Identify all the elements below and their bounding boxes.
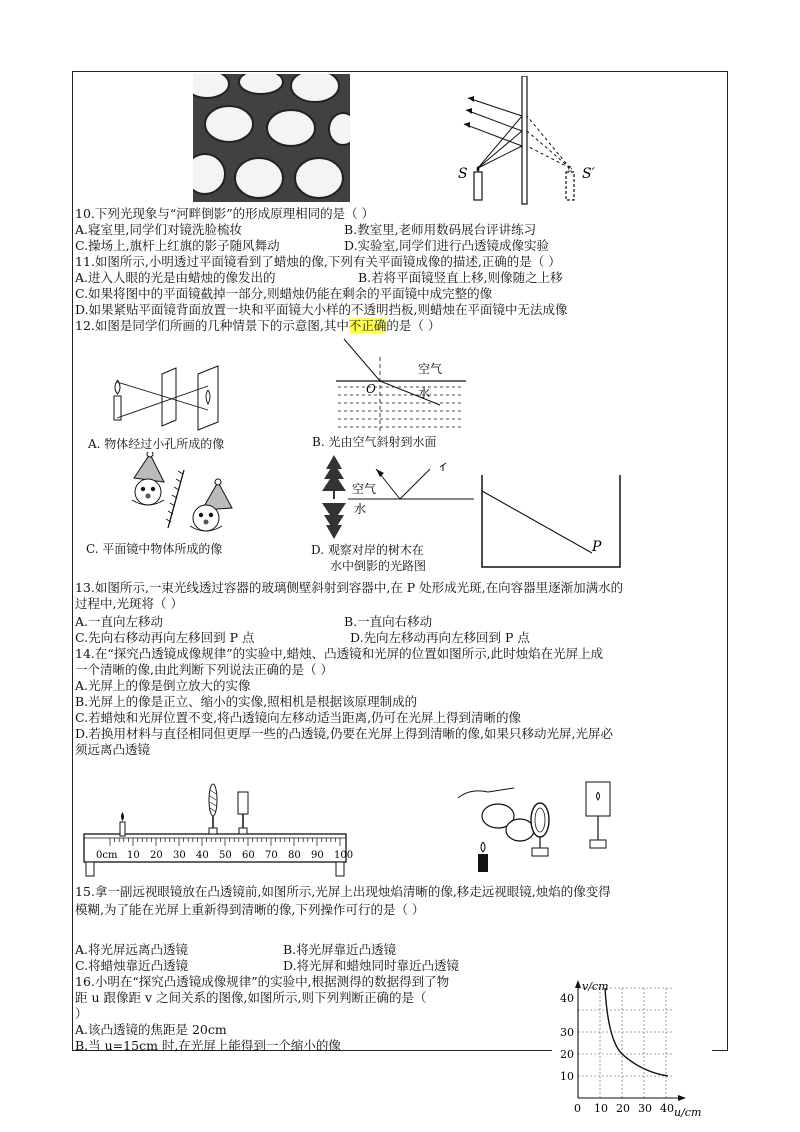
figure-light-spots-photo <box>193 74 350 202</box>
q12-stem-after: 的是（ ） <box>386 318 441 333</box>
q14-stem-line1: 14.在“探究凸透镜成像规律”的实验中,蜡烛、凸透镜和光屏的位置如图所示,此时烛焰在光屏上成 <box>75 646 604 661</box>
graph-ytick-10: 10 <box>560 1070 574 1083</box>
label-p: P <box>592 539 602 555</box>
q13-option-b: B.一直向右移动 <box>344 614 433 629</box>
q10-option-a: A.寝室里,同学们对镜洗脸梳妆 <box>75 222 242 237</box>
q13-option-d: D.先向左移动再向左移回到 P 点 <box>350 630 530 645</box>
q15-stem-line1: 15.拿一副远视眼镜放在凸透镜前,如图所示,光屏上出现烛焰清晰的像,移走远视眼镜,烛焰的像变得 <box>75 884 611 899</box>
ruler-label: 100 <box>334 850 354 861</box>
graph-xtick-40: 40 <box>660 1102 674 1115</box>
q12-caption-d-line2: 水中倒影的光路图 <box>330 559 427 573</box>
q12-stem-before: 12.如图是同学们所画的几种情景下的示意图,其中 <box>75 318 349 333</box>
label-air-d: 空气 <box>352 482 377 496</box>
q12-caption-a: A. 物体经过小孔所成的像 <box>88 437 225 451</box>
q12-stem-highlight: 不正确 <box>348 318 387 333</box>
figure-q12-a-pinhole <box>100 362 240 432</box>
q15-option-d: D.将光屏和蜡烛同时靠近凸透镜 <box>283 958 460 973</box>
q11-option-d: D.如果紧贴平面镜背面放置一块和平面镜大小样的不透明挡板,则蜡烛在平面镜中无法成像 <box>75 302 568 317</box>
figure-q16-uv-graph <box>552 980 712 1122</box>
q14-option-d-cont: 须远离凸透镜 <box>75 742 151 757</box>
q14-option-d: D.若换用材料与直径相同但更厚一些的凸透镜,仍要在光屏上得到清晰的像,如果只移动光屏,光屏必 <box>75 726 613 741</box>
figure-q15-glasses-lens <box>448 778 633 878</box>
ruler-label: 90 <box>311 850 324 861</box>
q10-option-b: B.教室里,老师用数码展台评讲练习 <box>344 222 537 237</box>
label-s: S <box>458 166 468 182</box>
ruler-labels <box>96 850 353 861</box>
graph-ytick-40: 40 <box>560 992 574 1005</box>
label-s-prime: S′ <box>582 166 595 182</box>
q14-stem-line2: 一个清晰的像,由此判断下列说法正确的是（ ） <box>75 662 333 677</box>
ruler-label: 70 <box>265 850 278 861</box>
figure-q12-b-refraction <box>330 335 470 435</box>
q16-stem-line3: ） <box>75 1006 88 1021</box>
q13-option-a: A.一直向左移动 <box>75 614 164 629</box>
q12-stem <box>75 318 440 334</box>
graph-ytick-30: 30 <box>560 1026 574 1039</box>
q12-caption-d-line1: D. 观察对岸的树木在 <box>311 543 424 557</box>
q15-stem-line2: 模糊,为了能在光屏上重新得到清晰的像,下列操作可行的是（ ） <box>75 902 425 917</box>
q10-stem: 10.下列光现象与“河畔倒影”的形成原理相同的是（ ） <box>75 206 375 221</box>
label-water-d: 水 <box>354 502 367 516</box>
q14-option-a: A.光屏上的像是倒立放大的实像 <box>75 678 251 693</box>
label-air-b: 空气 <box>418 362 443 376</box>
q11-stem: 11.如图所示,小明透过平面镜看到了蜡烛的像,下列有关平面镜成像的描述,正确的是（ ） <box>75 254 561 269</box>
label-o: O <box>366 382 376 396</box>
graph-ylabel: v/cm <box>582 980 609 993</box>
q14-option-c: C.若蜡烛和光屏位置不变,将凸透镜向左移动适当距离,仍可在光屏上得到清晰的像 <box>75 710 522 725</box>
q12-caption-c: C. 平面镜中物体所成的像 <box>86 542 223 556</box>
q12-caption-b: B. 光由空气斜射到水面 <box>312 435 437 449</box>
ruler-label: 50 <box>219 850 232 861</box>
q15-option-c: C.将蜡烛靠近凸透镜 <box>75 958 189 973</box>
ruler-label: 40 <box>196 850 209 861</box>
graph-origin: 0 <box>574 1102 581 1115</box>
q13-stem-line1: 13.如图所示,一束光线透过容器的玻璃侧壁斜射到容器中,在 P 处形成光斑,在向容器里逐渐加满水的 <box>75 580 624 595</box>
figure-q14-optical-bench <box>82 782 354 878</box>
q11-option-a: A.进入人眼的光是由蜡烛的像发出的 <box>75 270 276 285</box>
q13-stem-line2: 过程中,光斑将（ ） <box>75 596 183 611</box>
figure-q12-c-mirror-clown <box>120 452 250 534</box>
q16-stem-line2: 距 u 跟像距 v 之间关系的图像,如图所示,则下列判断正确的是（ <box>75 990 427 1005</box>
graph-xtick-30: 30 <box>638 1102 652 1115</box>
q14-option-b: B.光屏上的像是正立、缩小的实像,照相机是根据该原理制成的 <box>75 694 418 709</box>
ruler-label: 20 <box>150 850 163 861</box>
q15-option-b: B.将光屏靠近凸透镜 <box>283 942 397 957</box>
q16-option-b: B.当 u=15cm 时,在光屏上能得到一个缩小的像 <box>75 1038 341 1053</box>
figure-q12-d-tree-reflection <box>318 455 478 540</box>
graph-ytick-20: 20 <box>560 1048 574 1061</box>
q16-stem-line1: 16.小明在“探究凸透镜成像规律”的实验中,根据测得的数据得到了物 <box>75 974 450 989</box>
q13-option-c: C.先向右移动再向左移回到 P 点 <box>75 630 255 645</box>
figure-q13-container <box>480 475 622 570</box>
label-water-b: 水 <box>418 386 431 400</box>
graph-xtick-10: 10 <box>594 1102 608 1115</box>
graph-xlabel: u/cm <box>674 1106 702 1119</box>
ruler-label: 80 <box>288 850 301 861</box>
ruler-label: 60 <box>242 850 255 861</box>
ruler-label: 30 <box>173 850 186 861</box>
q16-option-a: A.该凸透镜的焦距是 20cm <box>75 1022 227 1037</box>
q10-option-c: C.操场上,旗杆上红旗的影子随风舞动 <box>75 238 280 253</box>
ruler-label: 0cm <box>96 850 118 861</box>
graph-xtick-20: 20 <box>616 1102 630 1115</box>
q10-option-d: D.实验室,同学们进行凸透镜成像实验 <box>344 238 550 253</box>
q15-option-a: A.将光屏远离凸透镜 <box>75 942 189 957</box>
q11-option-c: C.如果将图中的平面镜截掉一部分,则蜡烛仍能在剩余的平面镜中成完整的像 <box>75 286 493 301</box>
q11-option-b: B.若将平面镜竖直上移,则像随之上移 <box>358 270 563 285</box>
figure-plane-mirror-rays <box>450 76 620 206</box>
ruler-label: 10 <box>127 850 140 861</box>
